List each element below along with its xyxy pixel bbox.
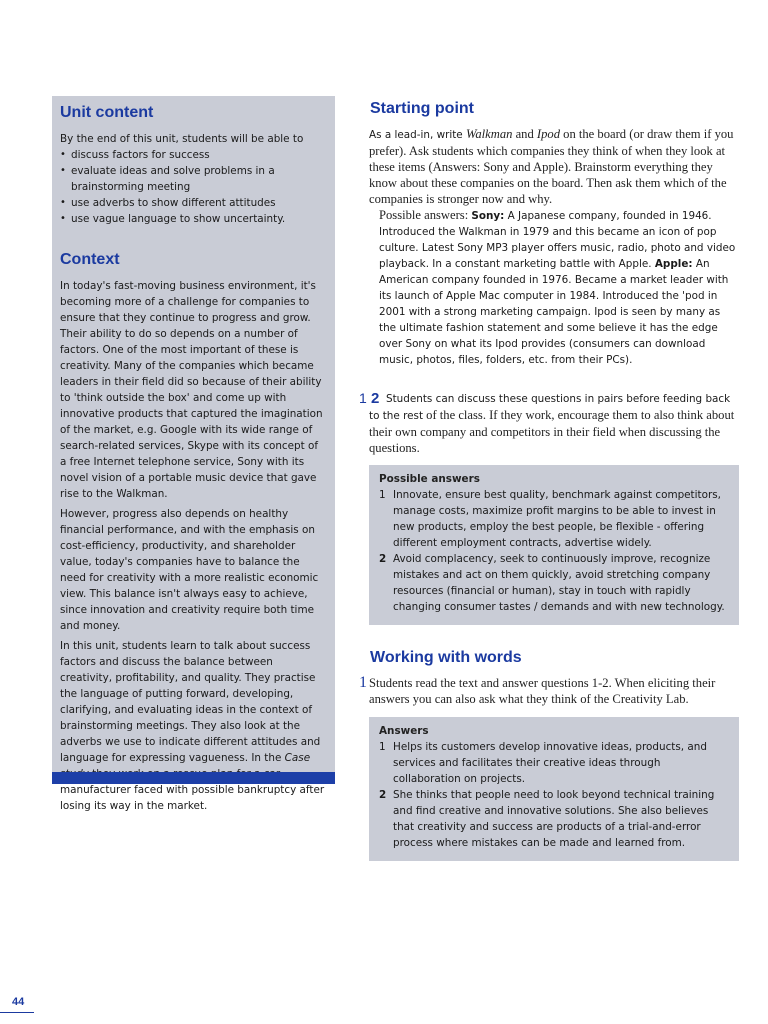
question-number-2: 2 [371,390,380,407]
list-item [379,551,729,615]
context-paragraph-3-b: manufacturer faced with possible bankruptcy after losing its way in the market. [60,784,325,812]
working-with-words-title: Working with words [370,649,522,666]
page-number-underline [0,1012,34,1013]
unit-content-title: Unit content [60,104,154,121]
context-title: Context [60,251,120,268]
starting-point-title: Starting point [370,100,474,117]
page-number: 44 [12,996,25,1008]
possible-answers-label: Possible answers: [379,208,472,222]
left-panel-footer-bar [52,772,335,784]
possible-answers-list [379,487,729,615]
item-text: Helps its customers develop innovative ideas, products, and services and facilitates their creative ideas through collaboration on projects. [393,741,707,785]
starting-point-and: and [512,127,537,141]
answers-list [379,739,729,851]
unit-content-intro: By the end of this unit, students will be able to [60,133,304,145]
question-1-2-rest: of the class. If they work, encourage them to also think about their own company and competitors in their field when discussing the questions. [369,408,735,455]
answers-box-title: Answers [379,725,429,737]
walkman-term: Walkman [466,127,513,141]
apple-label: Apple: [654,258,693,270]
list-item [379,787,729,851]
context-paragraph-1: In today's fast-moving business environment, it's becoming more of a challenge for companies to ensure that they continue to progress and grow. Their ability to do so depends on a number of factors. One of the most important of these is creativity. Many of the companies which became leaders in their field did so because of their ability to 'think outside the box' and come up with innovative products that captured the imagination of the market, e.g. Google with its wide range of search-related services, Skype with its concept of a free Internet telephone service, Sony with its novel vision of a portable music device that gave rise to the Walkman. [60,280,323,500]
exercise-number-1: 1 [359,674,367,691]
answers-box [369,717,739,861]
item-number: 2 [379,789,387,801]
possible-answers-box [369,465,739,625]
sony-label: Sony: [471,210,505,222]
context-paragraph-2: However, progress also depends on healthy financial performance, and with the emphasis on cost-efficiency, productivity, and shareholder value, today's companies have to balance the need for creativity with a more realistic economic view. This balance isn't always easy to achieve, since innovation and creativity require both time and money. [60,508,319,632]
item-number: 2 [379,553,387,565]
list-item: • use vague language to show uncertainty. [60,211,325,227]
ipod-term: Ipod [536,127,560,141]
starting-point-rest: on the board (or draw them if you prefer). Ask students which companies they think of when they look at these items (Answers: Sony and Apple). Brainstorm everything they know about these companies on the board. Then ask them which of the companies is stronger now and why. [369,127,734,206]
list-item: • discuss factors for success [60,147,325,163]
list-item [379,487,729,551]
list-item: • use adverbs to show different attitudes [60,195,325,211]
starting-point-possible-answers [369,207,739,368]
list-item [379,739,729,787]
working-with-words-paragraph [359,674,739,707]
question-1-2-lead: Students can discuss these questions in pairs before feeding back to the rest [369,393,731,422]
question-1-2-text [369,390,739,456]
working-with-words-text: Students read the text and answer questions 1-2. When eliciting their answers you can also ask what they think of the Creativity Lab. [369,676,716,706]
right-column [359,100,739,861]
item-text: She thinks that people need to look beyond technical training and find creative and innovative solutions. She also believes that creativity and success are products of a trial-and-error process where mistakes can be made and learned from. [393,789,715,849]
unit-content-bullets [60,147,325,227]
starting-point-paragraph [369,126,739,207]
starting-point-lead: As a lead-in, write [369,129,466,141]
item-number: 1 [379,741,386,753]
possible-answers-text [379,207,739,368]
context-paragraph-3-a: In this unit, students learn to talk about success factors and discuss the balance between creativity, profitability, and quality. They practise the language of putting forward, developing, clarifying, and evaluating ideas in the context of brainstorming meetings. They also look at the adverbs we use to indicate different attitudes and language for expressing vagueness. In the [60,640,321,764]
apple-text: An American company founded in 1976. Became a market leader with its launch of Apple Mac computer in 1984. Introduced the 'pod in 2001 with a strong marketing campaign. Ipod is seen by many as the ultimate fashion statement and some believe it has the edge over Sony on what its Ipod provides (consumers can download music, photos, files, folders, etc. from their PCs). [379,258,729,366]
item-text: Avoid complacency, seek to continuously improve, recognize mistakes and act on them quickly, avoid stretching company resources (financial or human), stay in touch with rapidly changing consumer tastes / demands and with new technology. [393,553,725,613]
context-paragraph-3 [60,638,325,814]
item-number: 1 [379,489,386,501]
question-number-1: 1 [359,390,367,406]
item-text: Innovate, ensure best quality, benchmark against competitors, manage costs, maximize profit margins to be able to invest in new products, employ the best people, be flexible - offering different employment contracts, advertise widely. [393,489,721,549]
left-sidebar-panel [52,96,335,812]
sony-text: A Japanese company, founded in 1946. Introduced the Walkman in 1979 and this became an icon of pop culture. Latest Sony MP3 player offers music, radio, photo and video playback. In a constant marketing battle with Apple. [379,210,736,270]
list-item: • evaluate ideas and solve problems in a brainstorming meeting [60,163,325,195]
possible-answers-box-title: Possible answers [379,473,480,485]
case-study-term: Case [284,752,311,764]
